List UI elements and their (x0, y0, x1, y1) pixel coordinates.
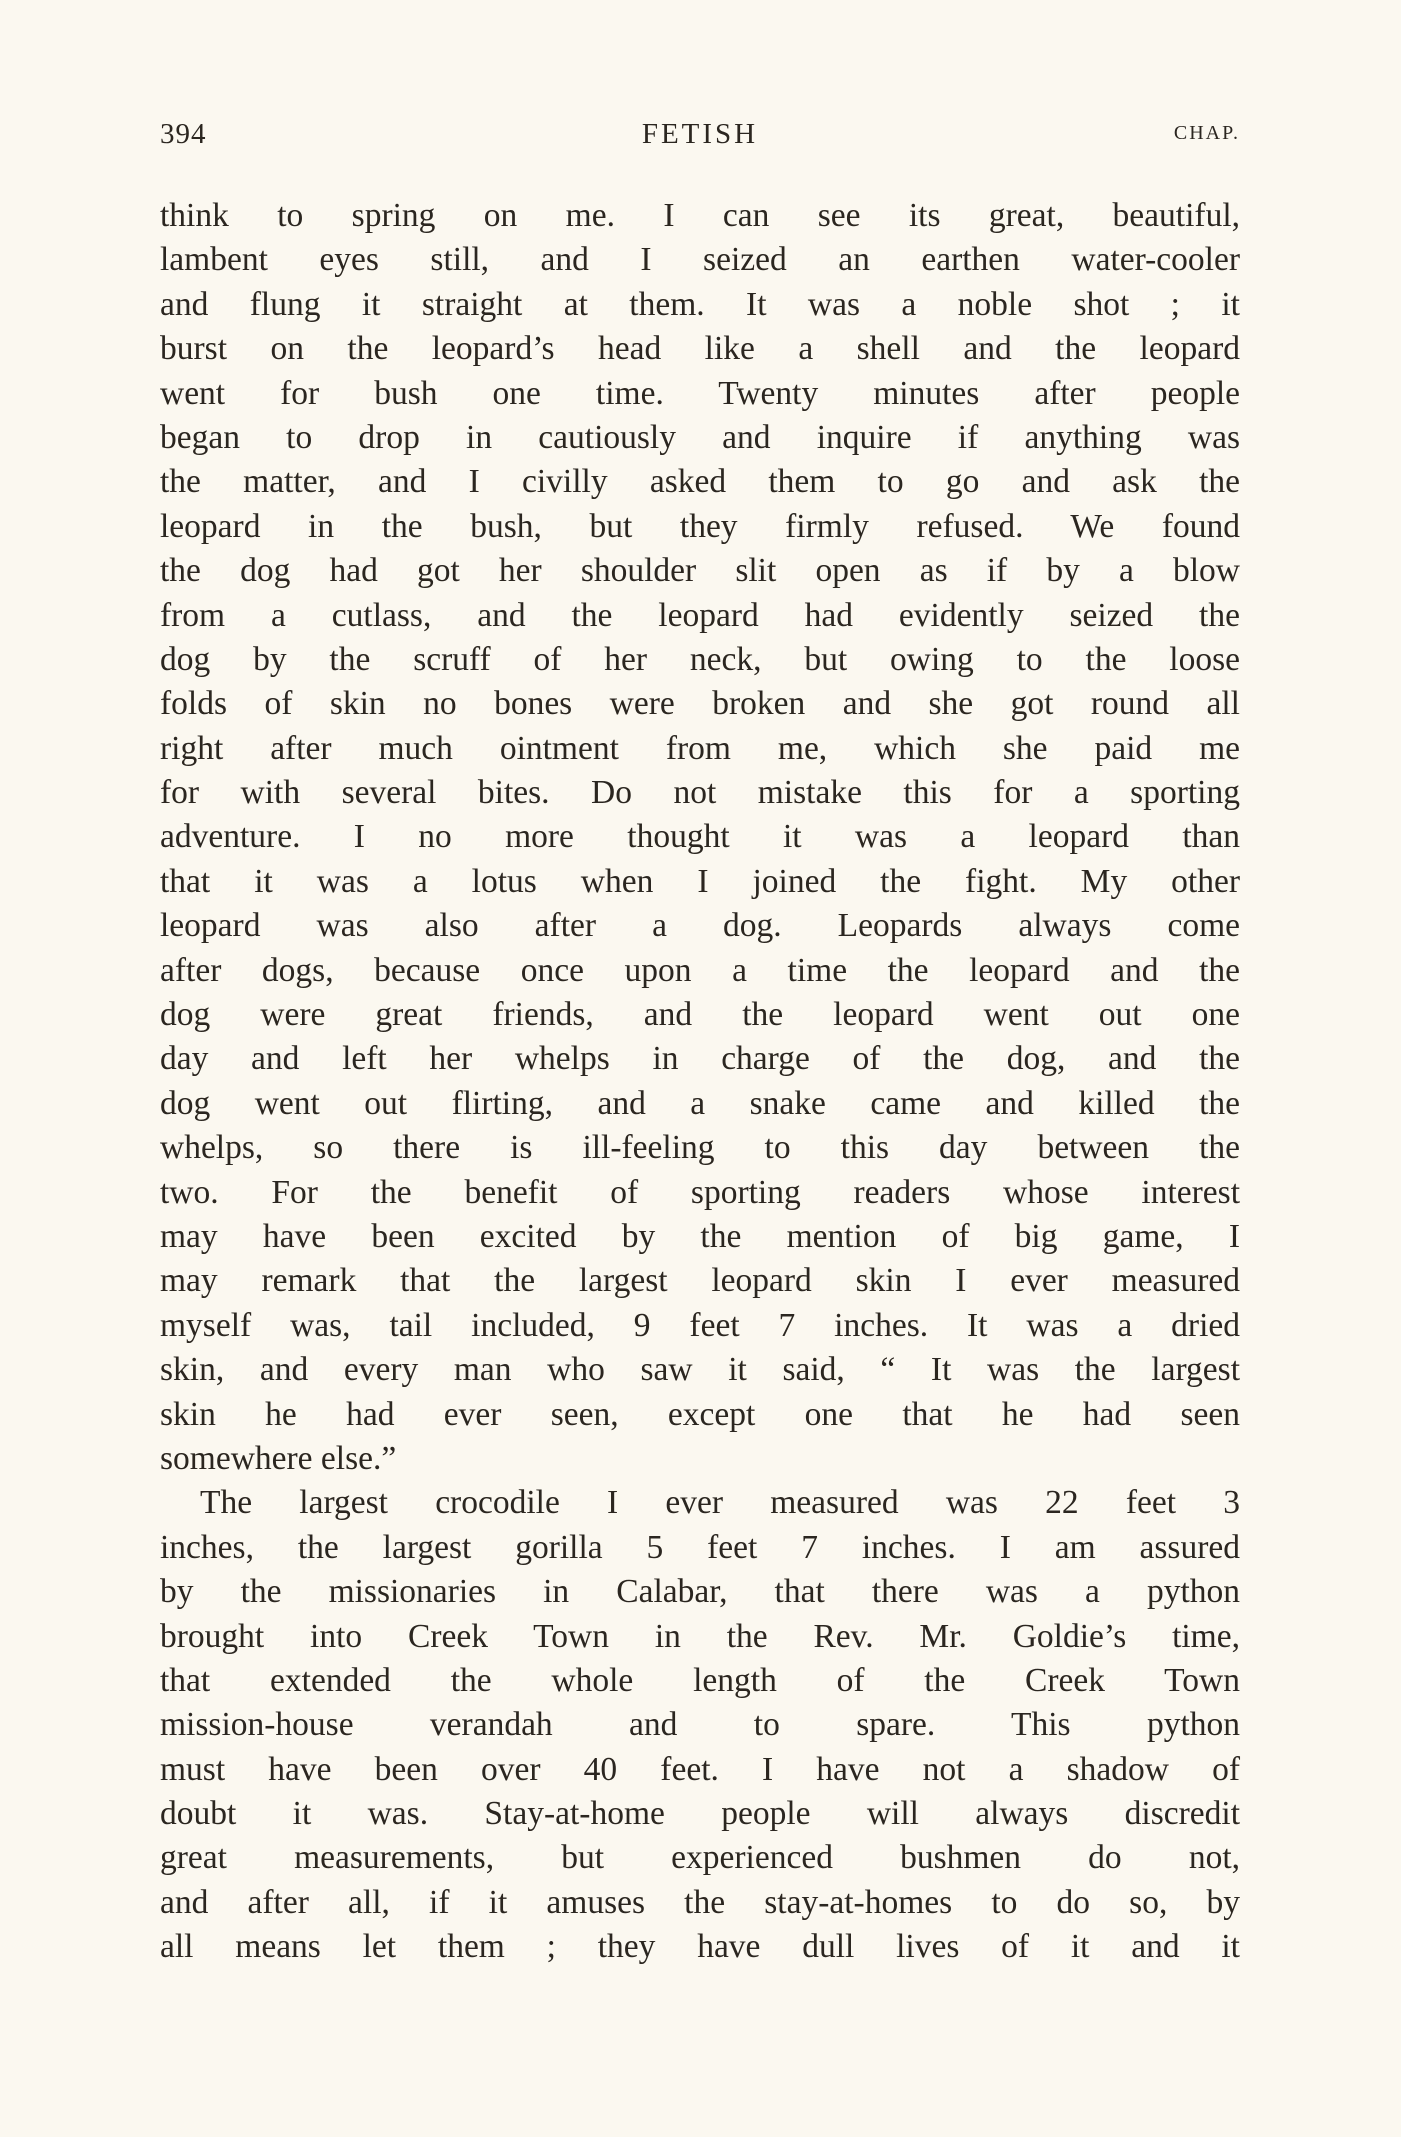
text-line: must have been over 40 feet. I have not a shadow of (160, 1750, 1240, 1788)
text-line: brought into Creek Town in the Rev. Mr. Goldie’s time, (160, 1617, 1240, 1655)
text-line: by the missionaries in Calabar, that there was a python (160, 1573, 1240, 1611)
text-line: all means let them ; they have dull lives of it and it (160, 1928, 1240, 1966)
text-line: right after much ointment from me, which she paid me (160, 729, 1240, 767)
text-line: doubt it was. Stay-at-home people will always discredit (160, 1795, 1240, 1833)
running-title: FETISH (641, 118, 759, 150)
text-line: leopard in the bush, but they firmly refused. We found (160, 507, 1240, 545)
text-line: dog were great friends, and the leopard went out one (160, 996, 1240, 1034)
text-line: burst on the leopard’s head like a shell and the leopard (160, 330, 1240, 368)
text-line: mission-house verandah and to spare. This python (160, 1706, 1240, 1744)
text-line: that extended the whole length of the Creek Town (160, 1661, 1240, 1699)
text-line: skin, and every man who saw it said, “ It was the largest (160, 1351, 1240, 1389)
text-line: adventure. I no more thought it was a leopard than (160, 818, 1240, 856)
text-line: may remark that the largest leopard skin I ever measured (160, 1262, 1240, 1300)
text-line: went for bush one time. Twenty minutes after people (160, 374, 1240, 412)
text-line: great measurements, but experienced bushmen do not, (160, 1839, 1240, 1877)
text-line: two. For the benefit of sporting readers whose interest (160, 1173, 1240, 1211)
page-number: 394 (160, 118, 207, 150)
paragraph-end-line: somewhere else.” (160, 1439, 397, 1477)
text-line: from a cutlass, and the leopard had evidently seized the (160, 596, 1240, 634)
text-line: for with several bites. Do not mistake this for a sporting (160, 774, 1240, 812)
text-line: may have been excited by the mention of big game, I (160, 1217, 1240, 1255)
text-line: the matter, and I civilly asked them to go and ask the (160, 463, 1240, 501)
text-line: dog went out flirting, and a snake came and killed the (160, 1084, 1240, 1122)
text-line: think to spring on me. I can see its great, beautiful, (160, 197, 1240, 234)
text-line: whelps, so there is ill-feeling to this day between the (160, 1129, 1240, 1167)
text-line: dog by the scruff of her neck, but owing to the loose (160, 640, 1240, 678)
text-line: skin he had ever seen, except one that he had seen (160, 1395, 1240, 1433)
text-line: after dogs, because once upon a time the leopard and the (160, 951, 1240, 989)
paragraph-start-line: The largest crocodile I ever measured was 22 feet 3 (200, 1484, 1240, 1522)
text-line: began to drop in cautiously and inquire if anything was (160, 418, 1240, 456)
text-line: and after all, if it amuses the stay-at-homes to do so, by (160, 1883, 1240, 1921)
chapter-label: CHAP. (1173, 122, 1240, 144)
running-header (160, 118, 1240, 158)
text-line: inches, the largest gorilla 5 feet 7 inches. I am assured (160, 1528, 1240, 1566)
text-line: day and left her whelps in charge of the dog, and the (160, 1040, 1240, 1078)
body-text (160, 194, 1240, 1970)
text-line: leopard was also after a dog. Leopards always come (160, 907, 1240, 945)
page-content (160, 118, 1240, 1970)
text-line: folds of skin no bones were broken and she got round all (160, 685, 1240, 723)
text-line: and flung it straight at them. It was a noble shot ; it (160, 285, 1240, 323)
text-line: myself was, tail included, 9 feet 7 inches. It was a dried (160, 1306, 1240, 1344)
text-line: that it was a lotus when I joined the fight. My other (160, 862, 1240, 900)
text-line: the dog had got her shoulder slit open as if by a blow (160, 552, 1240, 590)
text-line: lambent eyes still, and I seized an earthen water-cooler (160, 241, 1240, 279)
